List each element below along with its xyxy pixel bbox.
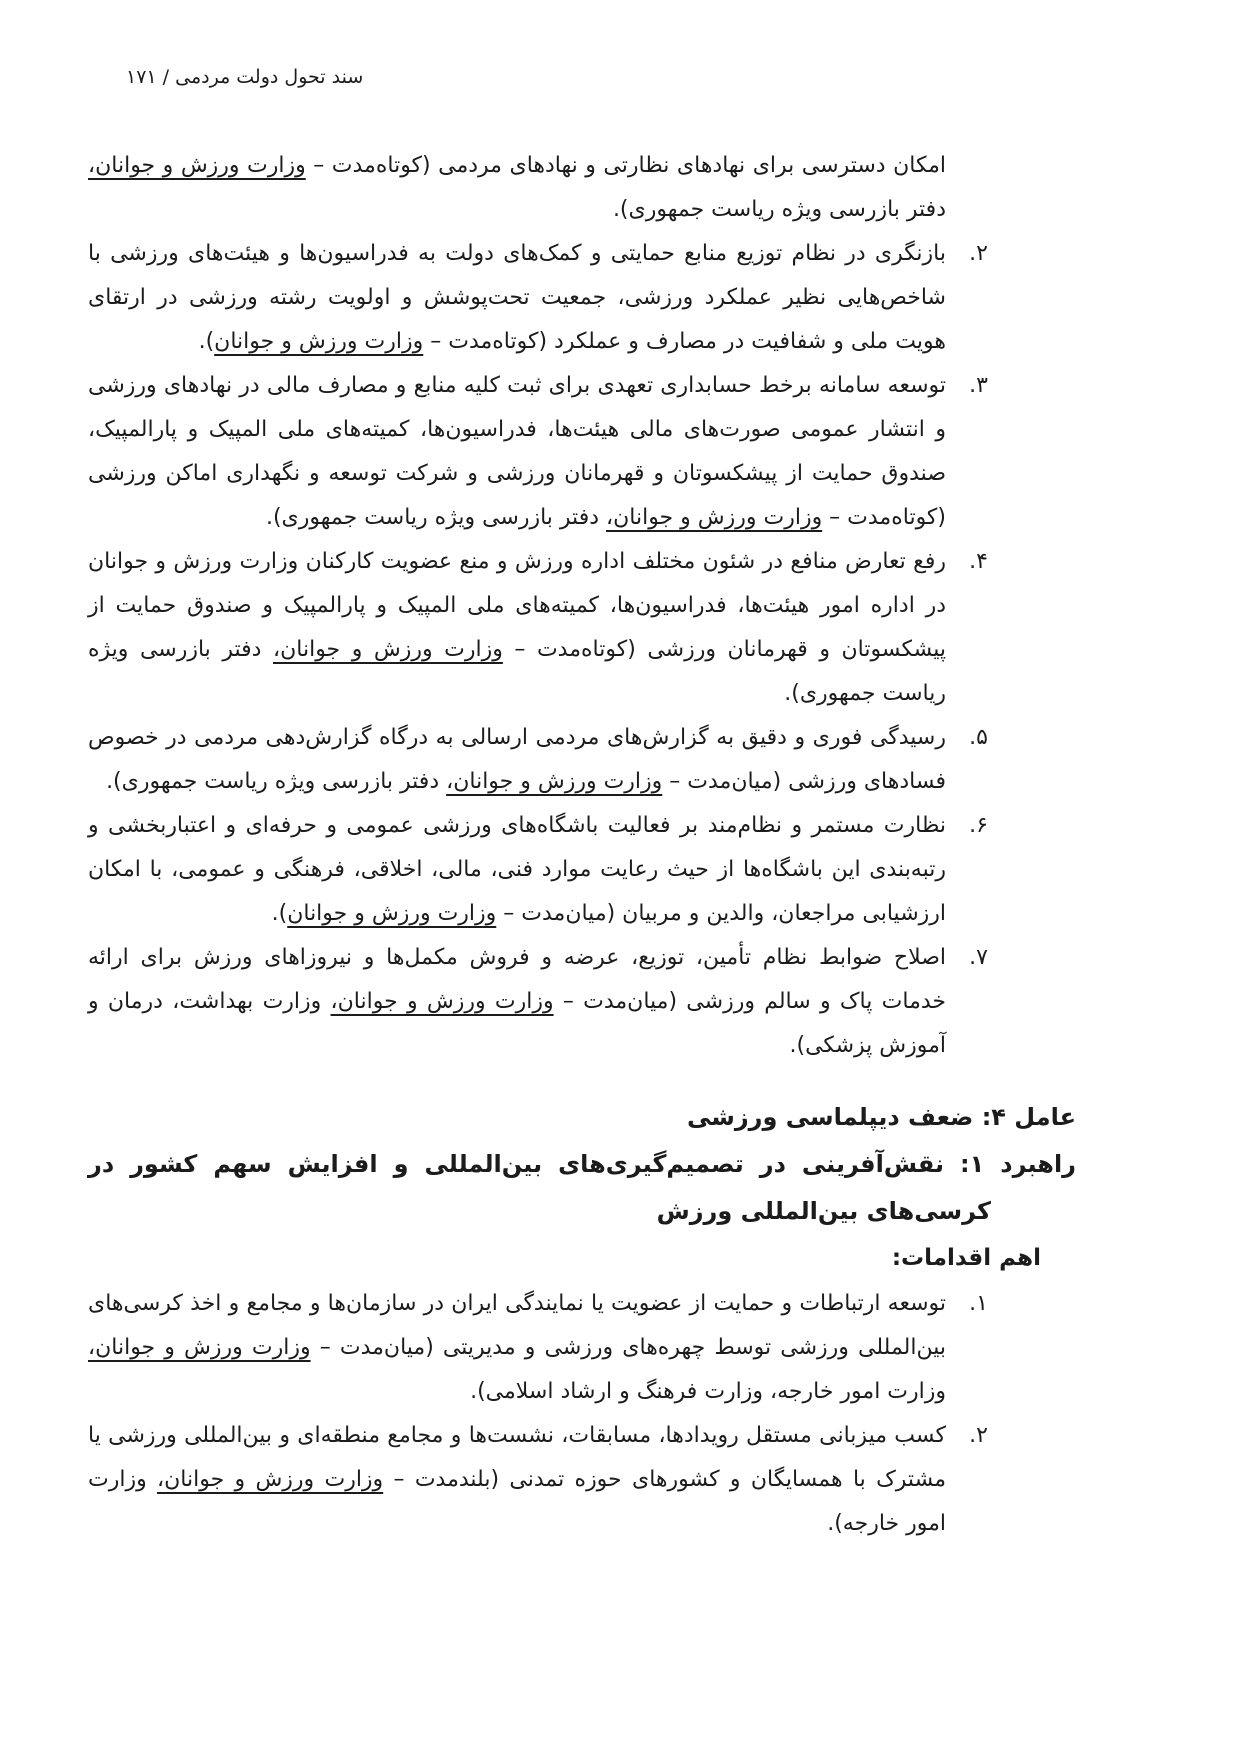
page-header: سند تحول دولت مردمی / ۱۷۱ — [126, 66, 364, 88]
list-item-text: بازنگری در نظام توزیع منابع حمایتی و کمک‌های دولت به فدراسیون‌ها و هیئت‌های ورزشی با شاخص‌هایی نظیر عملکرد ورزشی، جمعیت تحت‌پوشش و اولویت رشته ورزشی در ارتقای هویت ملی و شفافیت در مصارف و عملکرد (کوتاه‌مدت – وزارت ورزش و جوانان). — [88, 241, 946, 354]
list-item — [88, 716, 1076, 804]
list-item-number: ۵. — [969, 725, 988, 750]
list-item — [88, 232, 1076, 364]
page-content — [88, 144, 1076, 1546]
list-item — [88, 364, 1076, 540]
list-item — [88, 540, 1076, 716]
list-item-text: اصلاح ضوابط نظام تأمین، توزیع، عرضه و فروش مکمل‌ها و نیروزاهای ورزش برای ارائه خدمات پاک و سالم ورزشی (میان‌مدت – وزارت ورزش و جوانان، وزارت بهداشت، درمان و آموزش پزشکی). — [88, 945, 947, 1058]
section-factor-4 — [88, 1094, 1076, 1546]
list-item-number: ۶. — [969, 813, 988, 838]
list-item-text: رفع تعارض منافع در شئون مختلف اداره ورزش و منع عضویت کارکنان وزارت ورزش و جوانان در اداره امور هیئت‌ها، فدراسیون‌ها، کمیته‌های ملی المپیک و پارالمپیک و صندوق حمایت از پیشکسوتان و قهرمانان ورزشی (کوتاه‌مدت – وزارت ورزش و جوانان، دفتر بازرسی ویژه ریاست جمهوری). — [88, 549, 947, 706]
list-item — [88, 1282, 1076, 1414]
list-item-number: ۷. — [969, 945, 988, 970]
list-item — [88, 936, 1076, 1068]
list-item-number: ۳. — [969, 373, 988, 398]
list-item — [88, 804, 1076, 936]
list-item-text: توسعه ارتباطات و حمایت از عضویت یا نمایندگی ایران در سازمان‌ها و مجامع و اخذ کرسی‌های بین‌المللی ورزشی توسط چهره‌های ورزشی و مدیریتی (میان‌مدت – وزارت ورزش و جوانان، وزارت امور خارجه، وزارت فرهنگ و ارشاد اسلامی). — [88, 1291, 946, 1404]
list-item-text: توسعه سامانه برخط حسابداری تعهدی برای ثبت کلیه منابع و مصارف مالی در نهادهای ورزشی و انتشار عمومی صورت‌های مالی هیئت‌ها، فدراسیون‌ها، کمیته‌های ملی المپیک و پارالمپیک، صندوق حمایت از پیشکسوتان و قهرمانان ورزشی و شرکت توسعه و نگهداری اماکن ورزشی (کوتاه‌مدت – وزارت ورزش و جوانان، دفتر بازرسی ویژه ریاست جمهوری). — [88, 373, 946, 530]
list-item-number: ۴. — [969, 549, 988, 574]
list-item-continuation: امکان دسترسی برای نهادهای نظارتی و نهادهای مردمی (کوتاه‌مدت – وزارت ورزش و جوانان، دفتر بازرسی ویژه ریاست جمهوری). — [88, 153, 947, 222]
list-item-number: ۱. — [969, 1291, 988, 1316]
factor-heading: عامل ۴: ضعف دیپلماسی ورزشی — [686, 1103, 1076, 1131]
list-item-number: ۲. — [969, 241, 988, 266]
strategy-heading: راهبرد ۱: نقش‌آفرینی در تصمیم‌گیری‌های بین‌المللی و افزایش سهم کشور در کرسی‌های بین‌المللی ورزش — [88, 1150, 1076, 1225]
list-item — [88, 1414, 1076, 1546]
list-item-text: رسیدگی فوری و دقیق به گزارش‌های مردمی ارسالی به درگاه گزارش‌دهی مردمی در خصوص فسادهای ورزشی (میان‌مدت – وزارت ورزش و جوانان، دفتر بازرسی ویژه ریاست جمهوری). — [88, 725, 946, 794]
list-item-text: کسب میزبانی مستقل رویدادها، مسابقات، نشست‌ها و مجامع منطقه‌ای و بین‌المللی ورزشی یا مشترک با همسایگان و کشورهای حوزه تمدنی (بلندمدت – وزارت ورزش و جوانان، وزارت امور خارجه). — [88, 1423, 946, 1536]
list-item-text: نظارت مستمر و نظام‌مند بر فعالیت باشگاه‌های ورزشی عمومی و حرفه‌ای و اعتباربخشی و رتبه‌بندی این باشگاه‌ها از حیث رعایت موارد فنی، مالی، اخلاقی، فرهنگی و عمومی، با امکان ارزشیابی مراجعان، والدین و مربیان (میان‌مدت – وزارت ورزش و جوانان). — [88, 813, 946, 926]
actions-label: اهم اقدامات: — [891, 1245, 1041, 1271]
list-item-number: ۲. — [969, 1423, 988, 1448]
